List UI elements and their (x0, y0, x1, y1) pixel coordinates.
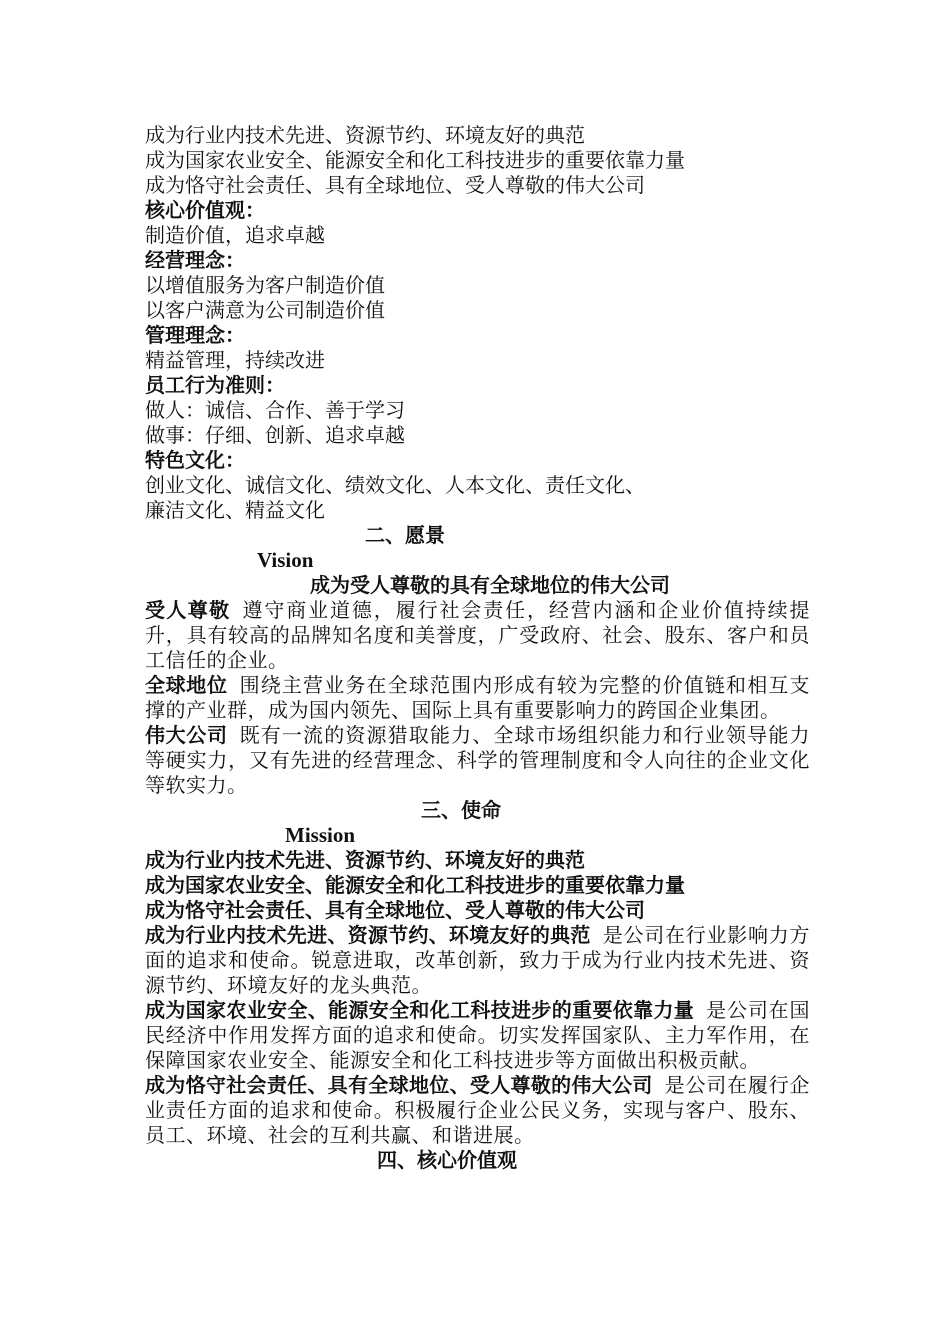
business-philosophy-line: 以客户满意为公司制造价值 (145, 298, 385, 322)
management-philosophy-line: 精益管理，持续改进 (145, 348, 325, 372)
business-philosophy-line: 以增值服务为客户制造价值 (145, 273, 385, 297)
vision-english-label: Vision (257, 548, 314, 572)
mission-item-text: 是公司在行业影响力方面的追求和使命。锐意进取，改革创新，致力于成为行业内技术先进、资源节约、环境友好的龙头典范。 (145, 923, 811, 997)
mission-section-title: 三、使命 (421, 798, 501, 822)
intro-line: 成为恪守社会责任、具有全球地位、受人尊敬的伟大公司 (145, 173, 645, 197)
vision-statement: 成为受人尊敬的具有全球地位的伟大公司 (310, 573, 670, 597)
conduct-line: 做人：诚信、合作、善于学习 (145, 398, 405, 422)
mission-item-term: 成为国家农业安全、能源安全和化工科技进步的重要依靠力量 (145, 998, 695, 1022)
mission-item (145, 1073, 810, 1148)
vision-section-title: 二、愿景 (365, 523, 445, 547)
vision-item-term: 全球地位 (145, 673, 228, 697)
mission-statement: 成为国家农业安全、能源安全和化工科技进步的重要依靠力量 (145, 873, 685, 897)
vision-item-text: 遵守商业道德，履行社会责任，经营内涵和企业价值持续提升，具有较高的品牌知名度和美誉度，广受政府、社会、股东、客户和员工信任的企业。 (145, 598, 811, 672)
mission-statement: 成为行业内技术先进、资源节约、环境友好的典范 (145, 848, 585, 872)
culture-heading: 特色文化： (145, 448, 245, 472)
culture-line: 廉洁文化、精益文化 (145, 498, 325, 522)
culture-line: 创业文化、诚信文化、绩效文化、人本文化、责任文化、 (145, 473, 645, 497)
mission-item-term: 成为恪守社会责任、具有全球地位、受人尊敬的伟大公司 (145, 1073, 653, 1097)
mission-item (145, 923, 810, 998)
mission-item-text: 是公司在国民经济中作用发挥方面的追求和使命。切实发挥国家队、主力军作用，在保障国家农业安全、能源安全和化工科技进步等方面做出积极贡献。 (145, 998, 811, 1072)
intro-line: 成为国家农业安全、能源安全和化工科技进步的重要依靠力量 (145, 148, 685, 172)
core-values-heading: 核心价值观： (145, 198, 265, 222)
vision-item-term: 受人尊敬 (145, 598, 231, 622)
core-values-line: 制造价值，追求卓越 (145, 223, 325, 247)
conduct-line: 做事：仔细、创新、追求卓越 (145, 423, 405, 447)
vision-item-text: 围绕主营业务在全球范围内形成有较为完整的价值链和相互支撑的产业群，成为国内领先、国际上具有重要影响力的跨国企业集团。 (145, 673, 811, 722)
document-page (145, 123, 810, 1173)
mission-item (145, 998, 810, 1073)
mission-item-term: 成为行业内技术先进、资源节约、环境友好的典范 (145, 923, 591, 947)
vision-item (145, 723, 810, 798)
intro-line: 成为行业内技术先进、资源节约、环境友好的典范 (145, 123, 585, 147)
mission-statement: 成为恪守社会责任、具有全球地位、受人尊敬的伟大公司 (145, 898, 645, 922)
vision-item-term: 伟大公司 (145, 723, 228, 747)
core-values-section-title: 四、核心价值观 (377, 1148, 517, 1172)
conduct-heading: 员工行为准则： (145, 373, 285, 397)
management-philosophy-heading: 管理理念： (145, 323, 245, 347)
vision-item (145, 673, 810, 723)
vision-item-text: 既有一流的资源猎取能力、全球市场组织能力和行业领导能力等硬实力，又有先进的经营理念、科学的管理制度和令人向往的企业文化等软实力。 (145, 723, 811, 797)
business-philosophy-heading: 经营理念： (145, 248, 245, 272)
mission-item-text: 是公司在履行企业责任方面的追求和使命。积极履行企业公民义务，实现与客户、股东、员工、环境、社会的互利共赢、和谐进展。 (145, 1073, 811, 1147)
mission-english-label: Mission (285, 823, 356, 847)
vision-item (145, 598, 810, 673)
